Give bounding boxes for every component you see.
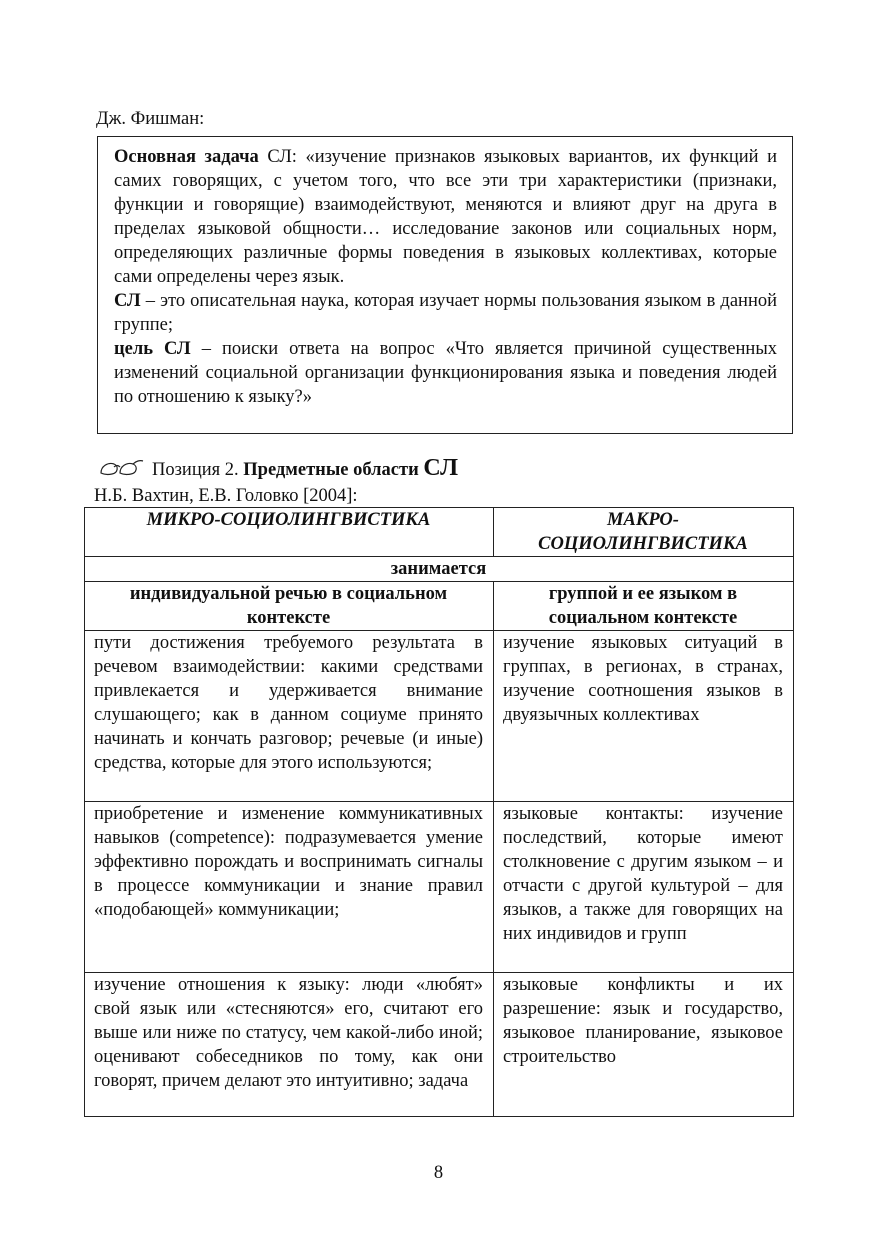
goal-text: – поиски ответа на вопрос «Что является причиной существенных изменений социальной организации функционирования языка и поведения людей по отношению к языку?» (114, 339, 778, 407)
macro-domain: группой и ее языком в социальном контексте (494, 582, 794, 631)
definition-text: – это описательная наука, которая изучает нормы пользования языком в данной группе; (114, 291, 777, 335)
page-number: 8 (433, 1163, 444, 1183)
main-task-label: Основная задача (114, 147, 259, 167)
micro-cell (85, 973, 494, 1117)
table-header-row (85, 508, 794, 557)
subject-areas-table (84, 507, 794, 1117)
section-heading (98, 454, 458, 487)
position-prefix: Позиция 2. (152, 460, 244, 480)
definition-label: СЛ (114, 291, 141, 311)
goal-paragraph (114, 337, 777, 409)
table-domain-row (85, 582, 794, 631)
table-row (85, 631, 794, 802)
micro-cell-text: изучение отношения к языку: люди «любят» свой язык или «стесняются» его, считают его выше или ниже по статусу, чем какой-либо иной; оценивают собеседников по тому, как они говорят, причем делают это интуитивно; задача (94, 975, 483, 1091)
macro-cell-text: языковые конфликты и их разрешение: язык и государство, языковое планирование, языковое строительство (503, 975, 783, 1067)
glasses-icon (98, 458, 144, 487)
definition-paragraph (114, 289, 777, 337)
table-row (85, 973, 794, 1117)
main-task-paragraph (114, 145, 777, 289)
micro-cell: пути достижения требуемого результата в речевом взаимодействии: какими средствами привлекается и удерживается внимание слушающего; как в данном социуме принято начинать и кончать разговор; речевые (и иные) средства, которые для этого используются; (85, 631, 494, 802)
position-title-abbr: СЛ (423, 455, 458, 481)
attribution-line: Дж. Фишман: (96, 109, 205, 129)
main-task-text: СЛ: «изучение признаков языковых вариантов, их функций и самих говорящих, с учетом того, что все эти три характеристики (признаки, функции и говорящие) взаимодействуют, меняются и влияют друг на друга в пределах языковой общности… исследование законов или социальных норм, определяющих различные формы поведения в языковых коллективах, которые сами определены через язык. (114, 147, 777, 287)
table-row (85, 802, 794, 973)
micro-cell: приобретение и изменение коммуникативных навыков (competence): подразумевается умение эффективно порождать и воспринимать сигналы в процессе коммуникации и знание правил «подобающей» коммуникации; (85, 802, 494, 973)
definition-box (97, 136, 793, 434)
macro-header: МАКРО-СОЦИОЛИНГВИСТИКА (494, 508, 794, 557)
micro-domain: индивидуальной речью в социальном контексте (85, 582, 494, 631)
micro-header: МИКРО-СОЦИОЛИНГВИСТИКА (85, 508, 494, 557)
span-label: занимается (85, 557, 794, 582)
source-citation: Н.Б. Вахтин, Е.В. Головко [2004]: (94, 486, 358, 506)
goal-label: цель СЛ (114, 339, 191, 359)
table-span-row (85, 557, 794, 582)
macro-cell: языковые контакты: изучение последствий, которые имеют столкновение с другим языком – и отчасти с другой культурой – для языков, а также для говорящих на них индивидов и групп (494, 802, 794, 973)
macro-cell: изучение языковых ситуаций в группах, в регионах, в странах, изучение соотношения языков в двуязычных коллективах (494, 631, 794, 802)
position-title: Предметные области (243, 460, 424, 480)
macro-cell (494, 973, 794, 1117)
